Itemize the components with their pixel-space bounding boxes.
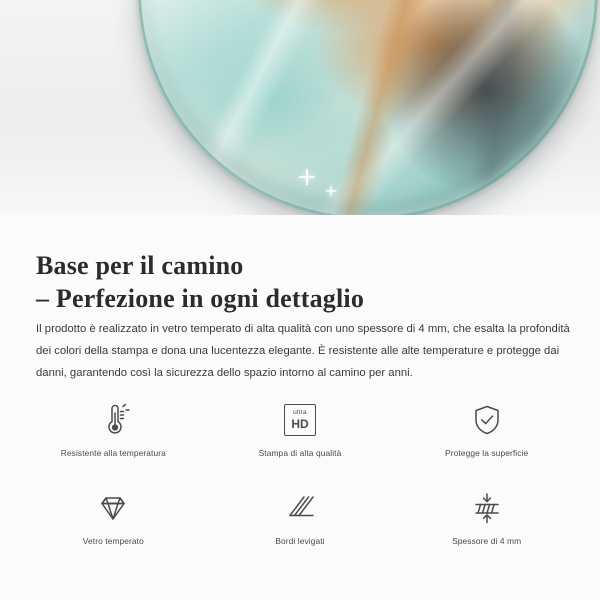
feature-item-thickness — [393, 486, 580, 566]
feature-item-surface-protection — [393, 398, 580, 478]
diamond-icon — [93, 486, 133, 530]
feature-item-temperature — [20, 398, 207, 478]
feature-label: Stampa di alta qualità — [258, 448, 342, 458]
hero-image — [0, 0, 600, 215]
feature-item-polished-edges — [207, 486, 394, 566]
feature-label: Vetro temperato — [82, 536, 144, 546]
feature-grid — [20, 398, 580, 566]
page-title — [36, 249, 566, 315]
product-description — [36, 318, 570, 384]
thermometer-icon — [93, 398, 133, 442]
feature-label: Bordi levigati — [275, 536, 325, 546]
page-title-line-2: – Perfezione in ogni dettaglio — [36, 284, 365, 314]
thickness-icon — [467, 486, 507, 530]
product-description-text: Il prodotto è realizzato in vetro temperato di alta qualità con uno spessore di 4 mm, che esalta la profondità dei colori della stampa e dona una lucentezza elegante. È resistente alle alte temperature e protegge dai danni, garantendo così la sicurezza dello spazio intorno al camino per anni. — [36, 323, 570, 379]
feature-label: Protegge la superficie — [445, 448, 529, 458]
feature-label: Spessore di 4 mm — [452, 536, 522, 546]
polished-edges-icon — [280, 486, 320, 530]
page-title-line-1: Base per il camino — [36, 251, 244, 281]
feature-label: Resistente alla temperatura — [60, 448, 166, 458]
feature-item-tempered-glass — [20, 486, 207, 566]
ultra-hd-badge-top: ultra — [293, 409, 307, 417]
feature-item-print-quality — [207, 398, 394, 478]
ultra-hd-badge-bottom: HD — [291, 416, 309, 431]
ultra-hd-icon — [284, 398, 316, 442]
shield-check-icon — [467, 398, 507, 442]
glass-disc-product — [138, 0, 598, 215]
